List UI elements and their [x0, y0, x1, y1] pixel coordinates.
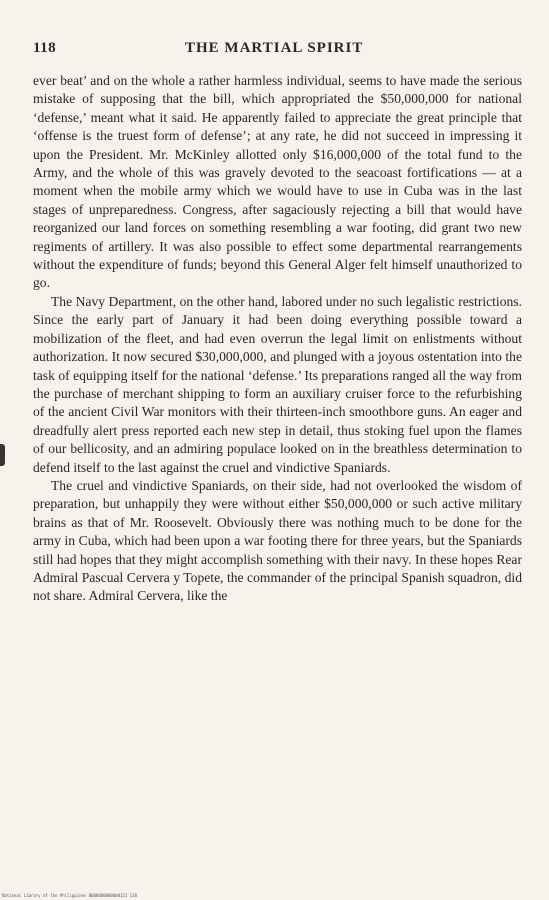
paragraph-3: The cruel and vindictive Spaniards, on their side, had not overlooked the wisdom of preparation, but unhappily they were without either $50,000,000 or such active military brains as that of Mr. Roosevelt. Obviously there was nothing much to be done for the army in Cuba, which had been upon a war footing there for three years, but the Spaniards still had hopes that they might accomplish something with their navy. In these hopes Rear Admiral Pascual Cervera y Topete, the commander of the principal Spanish squadron, did not share. Admiral Cervera, like the	[33, 477, 522, 604]
body-text	[33, 72, 522, 606]
margin-ink-mark	[0, 444, 5, 466]
library-footer-stamp: National Library of the Philippines 0000000000000121 118	[2, 893, 137, 898]
paragraph-1: ever beat’ and on the whole a rather harmless individual, seems to have made the serious mistake of supposing that the bill, which appropriated the $50,000,000 for national ‘defense,’ meant what it said. He apparently failed to appreciate the great principle that ‘offense is the truest form of defense’; at any rate, he did not succeed in impressing it upon the President. Mr. McKinley allotted only $16,000,000 of the total fund to the Army, and the whole of this was gravely devoted to the seacoast fortifications — at a moment when the mobile army which we would have to use in Cuba was in the last stages of unpreparedness. Congress, after sagaciously rejecting a bill that would have reorganized our land forces on something resembling a war footing, did grant two new regiments of artillery. It was also possible to effect some departmental rearrangements without the expenditure of funds; beyond this General Alger felt himself unauthorized to go.	[33, 73, 522, 291]
paragraph-2: The Navy Department, on the other hand, labored under no such legalistic restrictions. Since the early part of January it had been doing everything possible toward a mobilization of the fleet, and had even overrun the legal limit on enlistments without authorization. It now secured $30,000,000, and plunged with a joyous ostentation into the task of equipping itself for the national ‘defense.’ Its preparations ranged all the way from the purchase of merchant shipping to form an auxiliary cruiser force to the refurbishing of the ancient Civil War monitors with their thirteen-inch smoothbore guns. An eager and dreadfully alert press reported each new step in detail, thus stoking fuel upon the flames of our bellicosity, and an admiring populace looked on in the breathless determination to defend itself to the last against the cruel and vindictive Spaniards.	[33, 293, 522, 475]
page-number: 118	[33, 40, 57, 56]
running-head	[33, 40, 523, 62]
running-title: THE MARTIAL SPIRIT	[185, 40, 364, 56]
